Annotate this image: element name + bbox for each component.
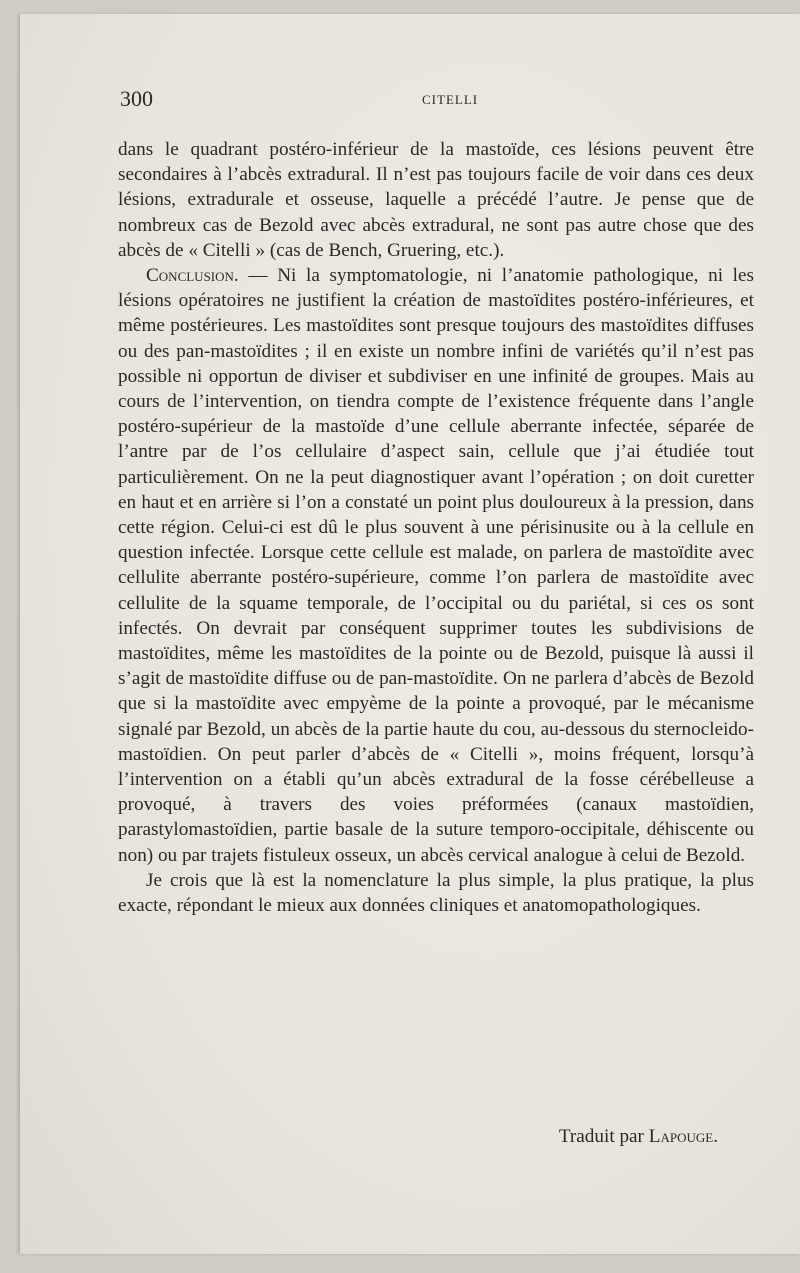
translator-name: Lapouge. (648, 1126, 718, 1147)
translator-signature (118, 1126, 718, 1148)
body-text (118, 137, 754, 918)
conclusion-heading: Conclusion. (146, 265, 239, 287)
paragraph-2 (118, 263, 754, 868)
paragraph-1: dans le quadrant postéro-inférieur de la mastoïde, ces lésions peuvent être secondaires à l’abcès extradural. Il n’est pas toujours facile de voir dans ces deux lésions, extradurale et osseuse, laquelle a précédé l’autre. Je pense que de nombreux cas de Bezold avec abcès extradural, ne sont pas autre chose que des abcès de « Citelli » (cas de Bench, Gruering, etc.). (118, 139, 754, 261)
paragraph-2-text: — Ni la symptomatologie, ni l’anatomie pathologique, ni les lésions opératoires ne justifient la création de mastoïdites postéro-inférieures, et même postérieures. Les mastoïdites sont presque toujours des mastoïdites diffuses ou des pan-mastoïdites ; il en existe un nombre infini de variétés qu’il n’est pas possible ni opportun de diviser et subdiviser en une infinité de groupes. Mais au cours de l’intervention, on tiendra compte de l’existence fréquente dans l’angle postéro-supérieur de la mastoïde d’une cellule aberrante infectée, séparée de l’antre par de l’os cellulaire d’aspect sain, cellule que j’ai étudiée tout particulièrement. On ne la peut diagnostiquer avant l’opération ; on doit curetter en haut et en arrière si l’on a constaté un point plus douloureux à la pression, dans cette région. Celui-ci est dû le plus souvent à une périsinusite ou à la cellule en question infectée. Lorsque cette cellule est malade, on parlera de mastoïdite avec cellulite aberrante postéro-supérieure, comme l’on parlera de mastoïdite avec cellulite de la squame temporale, de l’occipital ou du pariétal, si ces os sont infectés. On devrait par conséquent supprimer toutes les subdivisions de mastoïdites, même les mastoïdites de la pointe ou de Bezold, puisque là aussi il s’agit de mastoïdite diffuse ou de pan-mastoïdite. On ne parlera d’abcès de Bezold que si la mastoïdite avec empyème de la pointe a provoqué, par le mécanisme signalé par Bezold, un abcès de la partie haute du cou, au-dessous du sternocleido-mastoïdien. On peut parler d’abcès de « Citelli », moins fréquent, lorsqu’à l’intervention on a établi qu’un abcès extradural de la fosse cérébelleuse a provoqué, à travers des voies préformées (canaux mastoïdien, parastylomastoïdien, partie basale de la suture temporo-occipitale, déhiscente ou non) ou par trajets fistuleux osseux, un abcès cervical analogue à celui de Bezold. (118, 265, 754, 866)
page-header (120, 86, 770, 116)
page-number: 300 (120, 86, 153, 111)
signature-prefix: Traduit par (558, 1126, 649, 1147)
paragraph-3: Je crois que là est la nomenclature la plus simple, la plus pratique, la plus exacte, répondant le mieux aux données cliniques et anatomopathologiques. (118, 869, 754, 917)
running-head: CITELLI (422, 92, 479, 107)
